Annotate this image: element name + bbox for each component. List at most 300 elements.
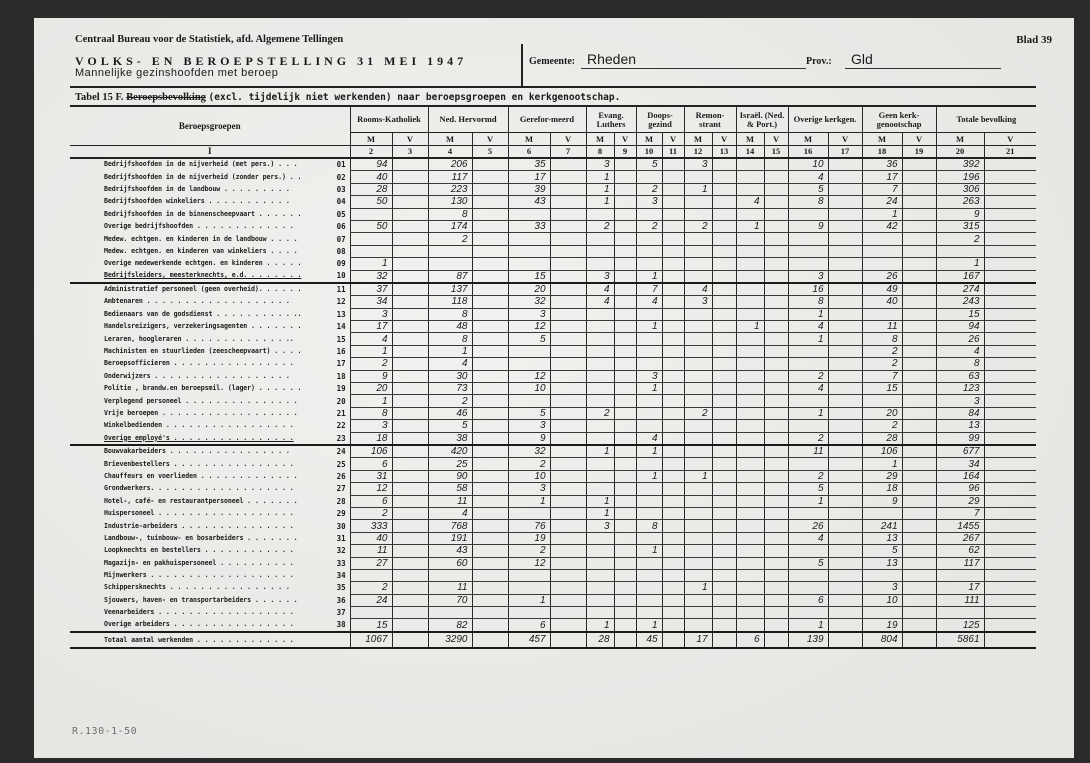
- male-count-cell: 8: [428, 208, 472, 220]
- female-count-cell: [764, 407, 788, 419]
- male-count-cell: 243: [936, 296, 984, 308]
- male-count-cell: [350, 569, 392, 581]
- female-count-cell: [392, 507, 428, 519]
- female-count-cell: [392, 296, 428, 308]
- female-count-cell: [662, 321, 684, 333]
- female-count-cell: [472, 183, 508, 195]
- table-row: [70, 557, 1036, 569]
- male-count-cell: [862, 395, 902, 407]
- row-code: 33: [336, 558, 346, 568]
- female-count-cell: [614, 607, 636, 619]
- male-count-cell: 4: [636, 432, 662, 445]
- row-code: 19: [336, 384, 346, 394]
- occupation-label: Administratief personeel (geen overheid). . . . . .: [104, 285, 302, 294]
- male-count-cell: 16: [788, 283, 828, 296]
- male-count-cell: 2: [936, 233, 984, 245]
- female-count-cell: [764, 308, 788, 320]
- male-count-cell: 87: [428, 270, 472, 283]
- female-count-cell: [984, 507, 1036, 519]
- male-count-cell: [684, 495, 712, 507]
- male-count-cell: [684, 458, 712, 470]
- female-count-cell: [392, 458, 428, 470]
- male-count-cell: 2: [862, 345, 902, 357]
- male-count-cell: 130: [428, 196, 472, 208]
- occupation-label-cell: [70, 458, 350, 470]
- male-count-cell: 191: [428, 532, 472, 544]
- female-count-cell: [662, 470, 684, 482]
- male-count-cell: 9: [350, 370, 392, 382]
- female-count-cell: [392, 283, 428, 296]
- table-row: [70, 233, 1036, 245]
- female-count-cell: [828, 321, 862, 333]
- male-count-cell: 3: [508, 420, 550, 432]
- female-count-cell: [472, 520, 508, 532]
- female-count-cell: [764, 171, 788, 183]
- occupation-label-cell: [70, 333, 350, 345]
- table-row: [70, 196, 1036, 208]
- female-count-cell: [550, 395, 586, 407]
- male-count-cell: 26: [788, 520, 828, 532]
- female-count-cell: [828, 582, 862, 594]
- female-count-cell: [550, 407, 586, 419]
- male-count-cell: [684, 233, 712, 245]
- female-count-cell: [984, 594, 1036, 606]
- female-count-cell: [392, 345, 428, 357]
- sheet-number: Blad 39: [1016, 34, 1052, 46]
- male-count-cell: [684, 208, 712, 220]
- header-rule: [70, 86, 1036, 88]
- male-count-cell: 5: [788, 557, 828, 569]
- female-count-cell: [550, 283, 586, 296]
- occupation-label-cell: [70, 358, 350, 370]
- male-count-cell: 40: [350, 532, 392, 544]
- male-count-cell: [736, 258, 764, 270]
- table-row: [70, 445, 1036, 458]
- male-count-cell: 1: [788, 407, 828, 419]
- male-count-cell: 10: [508, 383, 550, 395]
- male-count-cell: [508, 358, 550, 370]
- occupation-label: Grondwerkers. . . . . . . . . . . . . . . . . . .: [104, 484, 294, 493]
- female-count-cell: [828, 445, 862, 458]
- male-count-cell: 3: [350, 308, 392, 320]
- female-count-cell: [764, 582, 788, 594]
- male-count-cell: 3: [788, 270, 828, 283]
- female-count-cell: [614, 358, 636, 370]
- male-count-cell: 1: [684, 582, 712, 594]
- male-count-cell: 1: [350, 258, 392, 270]
- beroepsgroepen-header: Beroepsgroepen: [70, 107, 350, 146]
- male-count-cell: [684, 445, 712, 458]
- female-count-cell: [550, 321, 586, 333]
- row-code: 05: [336, 209, 346, 219]
- female-count-cell: [828, 545, 862, 557]
- column-number: 10: [636, 146, 662, 159]
- occupation-label-cell: [70, 545, 350, 557]
- male-count-cell: [586, 582, 614, 594]
- religion-header: Rooms-Katholiek: [350, 107, 428, 133]
- occupation-label: Industrie-arbeiders . . . . . . . . . . . . . . .: [104, 521, 294, 530]
- male-count-cell: 106: [862, 445, 902, 458]
- female-count-cell: [764, 183, 788, 195]
- male-count-cell: 94: [350, 158, 392, 171]
- occupation-label-cell: [70, 245, 350, 257]
- occupation-label-cell: [70, 270, 350, 283]
- occupation-label: Overige arbeiders . . . . . . . . . . . . . . . .: [104, 620, 294, 629]
- male-count-cell: [736, 308, 764, 320]
- female-count-cell: [828, 208, 862, 220]
- female-count-cell: [392, 632, 428, 648]
- male-count-cell: 28: [862, 432, 902, 445]
- male-count-cell: 5: [508, 407, 550, 419]
- female-count-cell: [984, 158, 1036, 171]
- female-count-cell: [550, 619, 586, 632]
- male-count-cell: 1: [936, 258, 984, 270]
- female-count-cell: [662, 594, 684, 606]
- male-count-cell: 12: [508, 370, 550, 382]
- female-column-header: V: [392, 133, 428, 146]
- male-count-cell: 5: [636, 158, 662, 171]
- female-count-cell: [764, 283, 788, 296]
- male-count-cell: [684, 270, 712, 283]
- male-count-cell: 99: [936, 432, 984, 445]
- female-count-cell: [472, 532, 508, 544]
- row-code: 24: [336, 447, 346, 457]
- female-count-cell: [614, 370, 636, 382]
- male-count-cell: 3: [350, 420, 392, 432]
- male-count-cell: [736, 383, 764, 395]
- occupation-label-cell: [70, 183, 350, 195]
- male-count-cell: 4: [788, 383, 828, 395]
- female-count-cell: [712, 420, 736, 432]
- male-count-cell: 2: [350, 582, 392, 594]
- row-code: 35: [336, 583, 346, 593]
- female-count-cell: [392, 407, 428, 419]
- male-count-cell: 33: [508, 220, 550, 232]
- male-count-cell: 3: [586, 520, 614, 532]
- female-count-cell: [984, 258, 1036, 270]
- female-count-cell: [550, 532, 586, 544]
- female-count-cell: [828, 520, 862, 532]
- occupation-label: Onderwijzers . . . . . . . . . . . . . . . . . .: [104, 371, 290, 380]
- male-count-cell: 10: [508, 470, 550, 482]
- column-number: 6: [508, 146, 550, 159]
- female-count-cell: [550, 582, 586, 594]
- male-count-cell: [736, 594, 764, 606]
- male-count-cell: 1: [636, 321, 662, 333]
- female-count-cell: [614, 233, 636, 245]
- male-count-cell: [636, 407, 662, 419]
- male-count-cell: 20: [862, 407, 902, 419]
- male-count-cell: 1: [636, 470, 662, 482]
- female-count-cell: [392, 258, 428, 270]
- male-count-cell: 1: [586, 183, 614, 195]
- male-count-cell: 17: [350, 321, 392, 333]
- female-count-cell: [764, 258, 788, 270]
- male-count-cell: [586, 395, 614, 407]
- male-count-cell: 5: [428, 420, 472, 432]
- female-count-cell: [614, 594, 636, 606]
- occupation-label: Overige medewerkende echtgen. en kinderen . . . . .: [104, 259, 302, 268]
- female-count-cell: [828, 594, 862, 606]
- male-count-cell: [862, 607, 902, 619]
- male-count-cell: [736, 569, 764, 581]
- male-count-cell: 84: [936, 407, 984, 419]
- male-count-cell: 9: [788, 220, 828, 232]
- male-count-cell: 2: [508, 458, 550, 470]
- female-count-cell: [902, 520, 936, 532]
- row-code: 34: [336, 571, 346, 581]
- female-count-cell: [828, 345, 862, 357]
- male-count-cell: 8: [636, 520, 662, 532]
- female-count-cell: [902, 233, 936, 245]
- male-count-cell: [788, 607, 828, 619]
- male-count-cell: 13: [862, 557, 902, 569]
- female-count-cell: [472, 507, 508, 519]
- column-number: 5: [472, 146, 508, 159]
- female-count-cell: [472, 594, 508, 606]
- female-column-header: V: [984, 133, 1036, 146]
- female-count-cell: [764, 270, 788, 283]
- male-count-cell: [508, 582, 550, 594]
- table-row: [70, 569, 1036, 581]
- female-count-cell: [902, 333, 936, 345]
- male-count-cell: [862, 258, 902, 270]
- male-count-cell: [636, 557, 662, 569]
- row-code: 14: [336, 322, 346, 332]
- male-count-cell: 1: [586, 507, 614, 519]
- male-count-cell: 9: [508, 432, 550, 445]
- female-count-cell: [828, 383, 862, 395]
- occupation-label-cell: [70, 594, 350, 606]
- occupation-label: Beroepsofficieren . . . . . . . . . . . . . . . .: [104, 359, 294, 368]
- occupation-label-cell: [70, 321, 350, 333]
- male-count-cell: [684, 532, 712, 544]
- male-count-cell: 5: [862, 545, 902, 557]
- female-count-cell: [764, 358, 788, 370]
- female-count-cell: [662, 507, 684, 519]
- female-count-cell: [828, 569, 862, 581]
- female-count-cell: [984, 607, 1036, 619]
- male-count-cell: 457: [508, 632, 550, 648]
- male-count-cell: 1: [586, 495, 614, 507]
- female-count-cell: [614, 445, 636, 458]
- row-code: 09: [336, 259, 346, 269]
- female-count-cell: [712, 270, 736, 283]
- male-count-cell: [684, 432, 712, 445]
- table-row: [70, 370, 1036, 382]
- male-count-cell: [586, 545, 614, 557]
- male-count-cell: 137: [428, 283, 472, 296]
- male-count-cell: [862, 245, 902, 257]
- row-code: 10: [336, 271, 346, 281]
- male-count-cell: 2: [862, 420, 902, 432]
- male-count-cell: [636, 483, 662, 495]
- male-count-cell: [736, 458, 764, 470]
- female-count-cell: [392, 245, 428, 257]
- occupation-label: Bedrijfshoofden in de nijverheid (met pers.) . . .: [104, 160, 298, 169]
- female-column-header: V: [614, 133, 636, 146]
- religion-header: Ned. Hervormd: [428, 107, 508, 133]
- male-count-cell: 7: [936, 507, 984, 519]
- occupation-label-cell: [70, 196, 350, 208]
- female-count-cell: [472, 545, 508, 557]
- male-count-cell: [736, 607, 764, 619]
- female-count-cell: [902, 619, 936, 632]
- female-count-cell: [712, 296, 736, 308]
- female-count-cell: [764, 420, 788, 432]
- male-count-cell: [350, 208, 392, 220]
- female-column-header: V: [764, 133, 788, 146]
- occupation-label-cell: [70, 495, 350, 507]
- female-count-cell: [712, 619, 736, 632]
- male-count-cell: [788, 258, 828, 270]
- female-count-cell: [902, 196, 936, 208]
- male-count-cell: 40: [350, 171, 392, 183]
- female-count-cell: [712, 183, 736, 195]
- female-count-cell: [662, 445, 684, 458]
- female-count-cell: [472, 495, 508, 507]
- female-count-cell: [984, 321, 1036, 333]
- table-description: (excl. tijdelijk niet werkenden) naar beroepsgroepen en kerkgenootschap.: [208, 92, 621, 103]
- occupation-label: Handelsreizigers, verzekeringsagenten . . . . . . .: [104, 322, 302, 331]
- female-count-cell: [550, 370, 586, 382]
- male-count-cell: 1: [684, 183, 712, 195]
- occupation-label: Mijnwerkers . . . . . . . . . . . . . . . . . . .: [104, 571, 294, 580]
- male-count-cell: [586, 458, 614, 470]
- male-count-cell: 167: [936, 270, 984, 283]
- table-row: [70, 158, 1036, 171]
- female-count-cell: [550, 358, 586, 370]
- female-count-cell: [828, 607, 862, 619]
- male-count-cell: 118: [428, 296, 472, 308]
- female-count-cell: [984, 296, 1036, 308]
- table-struck-word: Beroepsbevolking: [126, 92, 206, 103]
- male-count-cell: [736, 507, 764, 519]
- female-count-cell: [662, 283, 684, 296]
- male-count-cell: 420: [428, 445, 472, 458]
- male-count-cell: 8: [428, 308, 472, 320]
- occupation-label: Overige bedrijfshoofden . . . . . . . . . . . . .: [104, 222, 294, 231]
- religion-header: Remon-strant: [684, 107, 736, 133]
- row-code: 36: [336, 595, 346, 605]
- female-count-cell: [984, 520, 1036, 532]
- female-count-cell: [472, 383, 508, 395]
- table-row: [70, 296, 1036, 308]
- female-count-cell: [984, 495, 1036, 507]
- female-count-cell: [828, 258, 862, 270]
- occupation-label: Bouwvakarbeiders . . . . . . . . . . . . . . . .: [104, 447, 290, 456]
- male-count-cell: 7: [862, 370, 902, 382]
- male-count-cell: 29: [936, 495, 984, 507]
- female-count-cell: [984, 208, 1036, 220]
- column-number: 4: [428, 146, 472, 159]
- occupation-label-cell: [70, 158, 350, 171]
- female-count-cell: [550, 520, 586, 532]
- occupation-label: Schippersknechts . . . . . . . . . . . . . . . .: [104, 583, 290, 592]
- occupation-label: Bedrijfshoofden in de landbouw . . . . . . . . .: [104, 184, 290, 193]
- occupation-label: Veenarbeiders . . . . . . . . . . . . . . . . . .: [104, 608, 294, 617]
- male-count-cell: 10: [862, 594, 902, 606]
- table-row: [70, 183, 1036, 195]
- occupation-label-cell: [70, 520, 350, 532]
- male-count-cell: 43: [428, 545, 472, 557]
- occupation-label-cell: [70, 395, 350, 407]
- male-count-cell: 5861: [936, 632, 984, 648]
- male-count-cell: 20: [350, 383, 392, 395]
- female-count-cell: [662, 557, 684, 569]
- female-count-cell: [712, 532, 736, 544]
- group-column-number: I: [70, 146, 350, 159]
- row-code: 25: [336, 459, 346, 469]
- male-count-cell: [736, 158, 764, 171]
- table-row: [70, 171, 1036, 183]
- female-count-cell: [472, 569, 508, 581]
- female-count-cell: [614, 158, 636, 171]
- female-count-cell: [902, 507, 936, 519]
- male-count-cell: [736, 557, 764, 569]
- row-code: 31: [336, 533, 346, 543]
- male-count-cell: 2: [684, 407, 712, 419]
- male-count-cell: [428, 258, 472, 270]
- female-count-cell: [902, 270, 936, 283]
- female-count-cell: [712, 358, 736, 370]
- female-count-cell: [614, 557, 636, 569]
- female-count-cell: [712, 383, 736, 395]
- female-count-cell: [764, 383, 788, 395]
- male-count-cell: [862, 308, 902, 320]
- male-count-cell: 1: [636, 270, 662, 283]
- female-count-cell: [828, 183, 862, 195]
- female-count-cell: [550, 445, 586, 458]
- male-count-cell: [684, 171, 712, 183]
- table-row: [70, 407, 1036, 419]
- female-count-cell: [472, 432, 508, 445]
- female-count-cell: [712, 483, 736, 495]
- female-count-cell: [902, 483, 936, 495]
- female-count-cell: [392, 358, 428, 370]
- male-count-cell: 2: [636, 220, 662, 232]
- female-count-cell: [550, 569, 586, 581]
- occupation-label-cell: [70, 507, 350, 519]
- female-count-cell: [662, 196, 684, 208]
- table-title: [75, 92, 1030, 103]
- table-row: [70, 632, 1036, 648]
- male-count-cell: [586, 432, 614, 445]
- female-count-cell: [662, 607, 684, 619]
- female-count-cell: [984, 358, 1036, 370]
- female-count-cell: [984, 183, 1036, 195]
- male-count-cell: 49: [862, 283, 902, 296]
- female-count-cell: [614, 420, 636, 432]
- male-count-cell: 13: [936, 420, 984, 432]
- male-count-cell: [636, 420, 662, 432]
- male-count-cell: [684, 594, 712, 606]
- female-count-cell: [712, 208, 736, 220]
- male-count-cell: 38: [428, 432, 472, 445]
- male-count-cell: [684, 607, 712, 619]
- male-count-cell: 43: [508, 196, 550, 208]
- male-count-cell: [636, 495, 662, 507]
- male-count-cell: [586, 420, 614, 432]
- female-count-cell: [472, 270, 508, 283]
- female-count-cell: [614, 245, 636, 257]
- male-count-cell: 15: [508, 270, 550, 283]
- female-count-cell: [550, 483, 586, 495]
- female-count-cell: [550, 196, 586, 208]
- male-count-cell: 1: [788, 495, 828, 507]
- male-count-cell: 4: [684, 283, 712, 296]
- female-count-cell: [662, 532, 684, 544]
